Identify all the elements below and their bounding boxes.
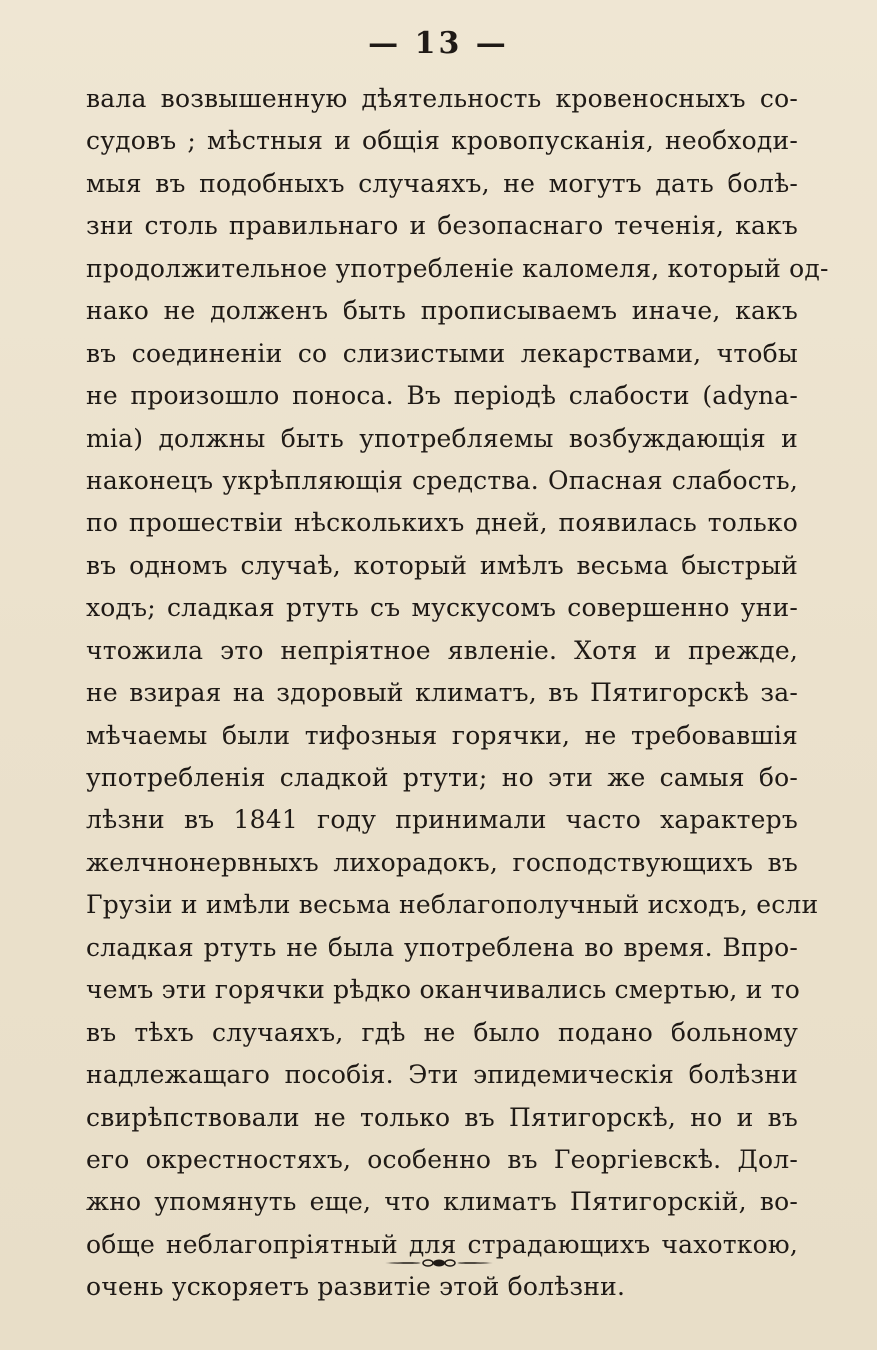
- text-line: надлежащаго пособія. Эти эпидемическія болѣзни: [86, 1060, 798, 1090]
- text-line: продолжительное употребленіе каломеля, который од-: [86, 253, 829, 283]
- body-text: [86, 78, 829, 1309]
- text-line: не взирая на здоровый климатъ, въ Пятигорскѣ за-: [86, 678, 798, 708]
- text-line: лѣзни въ 1841 году принимали часто характеръ: [86, 805, 798, 835]
- text-line: въ одномъ случаѣ, который имѣлъ весьма быстрый: [86, 550, 798, 580]
- text-line: по прошествіи нѣсколькихъ дней, появилась только: [86, 508, 798, 538]
- text-line: жно упомянуть еще, что климатъ Пятигорскій, во-: [86, 1187, 798, 1217]
- text-line: его окрестностяхъ, особенно въ Георгіевскѣ. Дол-: [86, 1144, 798, 1174]
- text-line: ходъ; сладкая ртуть съ мускусомъ совершенно уни-: [86, 593, 798, 623]
- text-line: сладкая ртуть не была употреблена во время. Впро-: [86, 932, 798, 962]
- text-line: наконецъ укрѣпляющія средства. Опасная слабость,: [86, 465, 798, 495]
- text-line: мѣчаемы были тифозныя горячки, не требовавшія: [86, 720, 798, 750]
- ornamental-rule-icon: [383, 1256, 495, 1270]
- text-line: зни столь правильнаго и безопаснаго теченія, какъ: [86, 211, 798, 241]
- text-line: обще неблагопріятный для страдающихъ чахоткою,: [86, 1229, 798, 1259]
- text-line: нако не долженъ быть прописываемъ иначе, какъ: [86, 296, 798, 326]
- text-line: mia) должны быть употребляемы возбуждающія и: [86, 423, 798, 453]
- text-line: желчнонервныхъ лихорадокъ, господствующихъ въ: [86, 847, 798, 877]
- text-line: не произошло поноса. Въ періодѣ слабости (adyna-: [86, 381, 798, 411]
- page-number: — 13 —: [368, 26, 509, 61]
- text-line: судовъ ; мѣстныя и общія кровопусканія, необходи-: [86, 126, 798, 156]
- text-line: употребленія сладкой ртути; но эти же самыя бо-: [86, 763, 798, 792]
- text-line: въ соединеніи со слизистыми лекарствами, чтобы: [86, 338, 798, 368]
- text-line: чемъ эти горячки рѣдко оканчивались смертью, и то: [86, 975, 800, 1005]
- text-line: въ тѣхъ случаяхъ, гдѣ не было подано больному: [86, 1017, 798, 1047]
- text-line: чтожила это непріятное явленіе. Хотя и прежде,: [86, 635, 798, 665]
- text-line: мыя въ подобныхъ случаяхъ, не могутъ дать болѣ-: [86, 168, 798, 198]
- text-line: вала возвышенную дѣятельность кровеносныхъ со-: [86, 84, 798, 113]
- text-line: очень ускоряетъ развитіе этой болѣзни.: [86, 1272, 626, 1302]
- text-line: Грузіи и имѣли весьма неблагополучный исходъ, если: [86, 890, 819, 920]
- text-line: свирѣпствовали не только въ Пятигорскѣ, но и въ: [86, 1102, 798, 1132]
